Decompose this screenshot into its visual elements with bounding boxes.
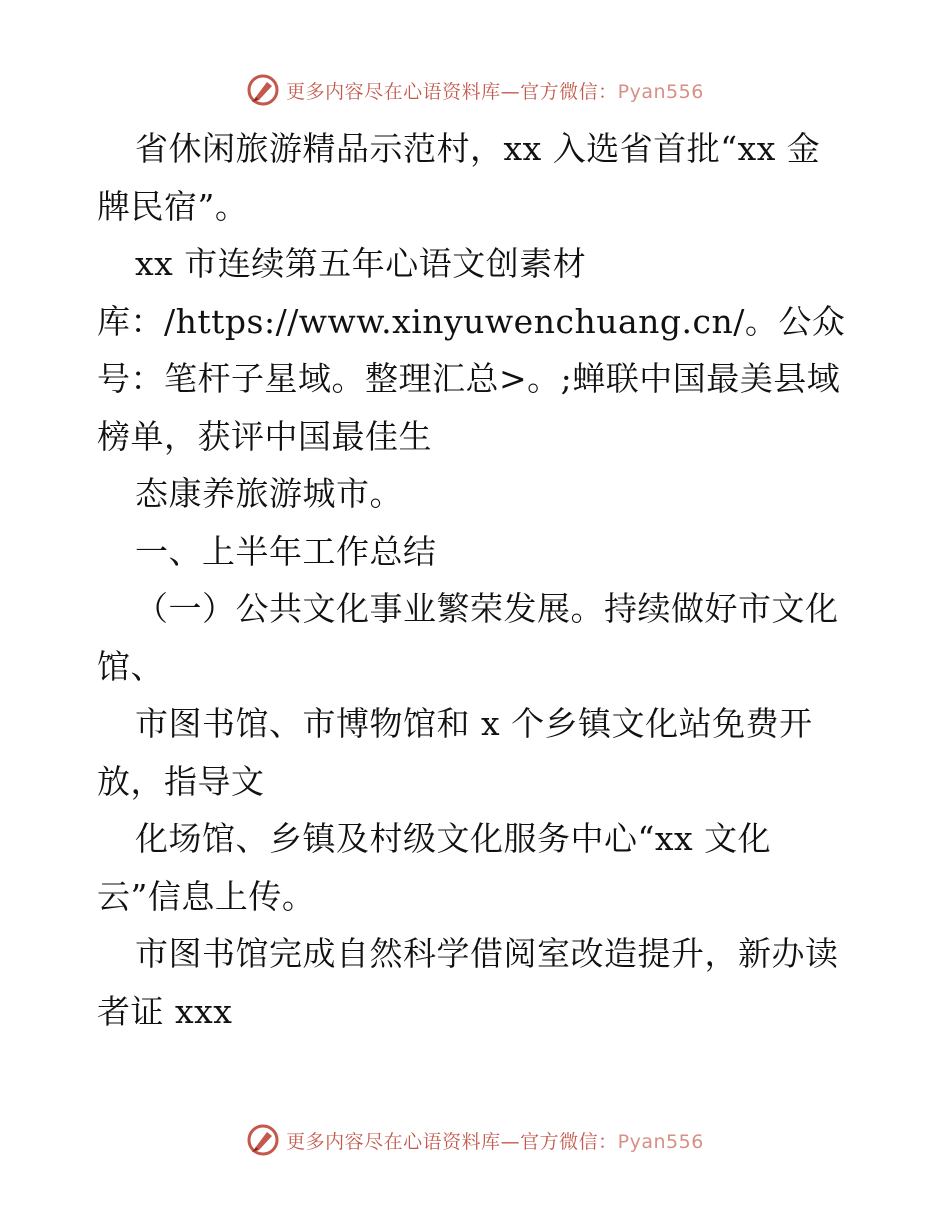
- text-line: 库：/https://www.xinyuwenchuang.cn/。公众: [97, 301, 846, 341]
- text-line: 放，指导文: [97, 761, 265, 801]
- text-line: 市图书馆、市博物馆和 x 个乡镇文化站免费开: [135, 704, 813, 743]
- text-line: 号：笔杆子星域。整理汇总>。;蝉联中国最美县域: [97, 359, 841, 398]
- watermark-text: 更多内容尽在心语资料库—官方微信：Pyan556: [286, 1130, 704, 1153]
- text-line: 者证 xxx: [97, 991, 233, 1031]
- text-line: 牌民宿”。: [97, 186, 249, 226]
- text-line: 榜单，获评中国最佳生: [97, 416, 432, 456]
- header-watermark: [0, 70, 950, 110]
- document-body: [97, 120, 857, 1040]
- text-line: 市图书馆完成自然科学借阅室改造提升，新办读: [135, 934, 839, 973]
- footer-watermark: [0, 1120, 950, 1160]
- text-line: （一）公共文化事业繁荣发展。持续做好市文化: [135, 589, 839, 628]
- text-line: 化场馆、乡镇及村级文化服务中心“xx 文化: [135, 819, 772, 858]
- text-line: 云”信息上传。: [97, 876, 316, 916]
- text-line: 态康养旅游城市。: [135, 474, 403, 513]
- watermark-text: 更多内容尽在心语资料库—官方微信：Pyan556: [286, 80, 704, 103]
- pen-logo-icon: [246, 1123, 280, 1157]
- text-line: xx 市连续第五年心语文创素材: [135, 244, 587, 283]
- text-line: 一、上半年工作总结: [135, 531, 437, 571]
- text-line: 省休闲旅游精品示范村，xx 入选省首批“xx 金: [135, 129, 821, 168]
- text-line: 馆、: [97, 646, 164, 686]
- pen-logo-icon: [246, 73, 280, 107]
